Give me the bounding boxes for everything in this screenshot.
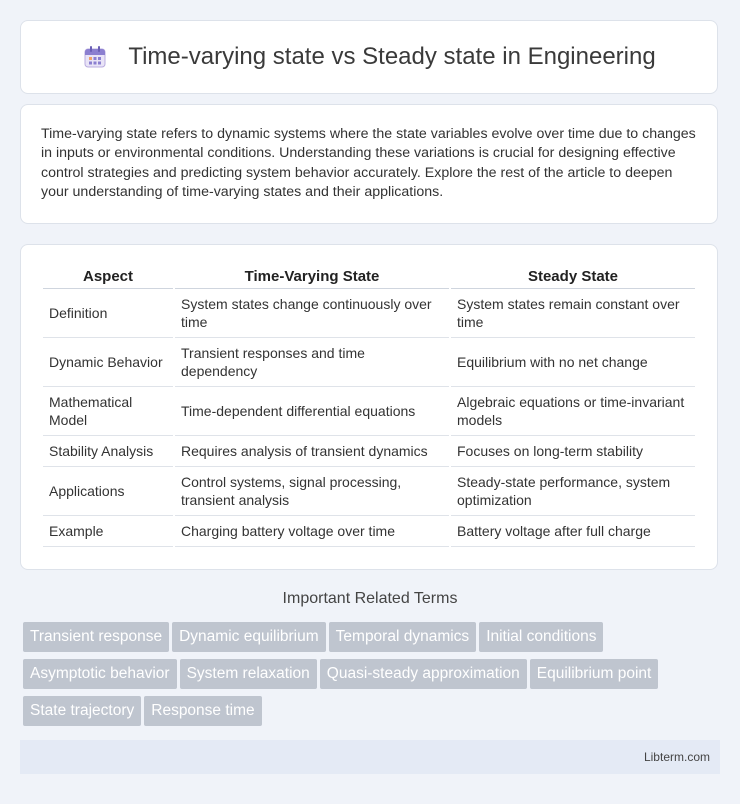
term-tag[interactable]: Transient response <box>23 622 169 652</box>
term-tag[interactable]: Quasi-steady approximation <box>320 659 527 689</box>
table-row <box>43 289 695 338</box>
cell-steady: Steady-state performance, system optimization <box>451 467 695 516</box>
table-row <box>43 338 695 387</box>
header-aspect: Aspect <box>43 265 173 289</box>
term-tag[interactable]: Equilibrium point <box>530 659 659 689</box>
table-row <box>43 467 695 516</box>
cell-aspect: Mathematical Model <box>43 387 173 436</box>
footer-brand[interactable]: Libterm.com <box>643 750 710 764</box>
cell-time-varying: Requires analysis of transient dynamics <box>175 436 449 467</box>
header-steady: Steady State <box>451 265 695 289</box>
cell-time-varying: Transient responses and time dependency <box>175 338 449 387</box>
cell-aspect: Dynamic Behavior <box>43 338 173 387</box>
page-title: Time-varying state vs Steady state in Engineering <box>128 43 656 70</box>
cell-aspect: Example <box>43 516 173 547</box>
cell-aspect: Applications <box>43 467 173 516</box>
term-tag[interactable]: System relaxation <box>180 659 317 689</box>
cell-steady: Equilibrium with no net change <box>451 338 695 387</box>
calendar-icon <box>82 44 108 70</box>
table-row <box>43 387 695 436</box>
related-terms-title: Important Related Terms <box>282 590 458 607</box>
cell-steady: System states remain constant over time <box>451 289 695 338</box>
related-terms <box>23 622 723 733</box>
term-tag[interactable]: Dynamic equilibrium <box>172 622 326 652</box>
term-tag[interactable]: Initial conditions <box>479 622 603 652</box>
footer <box>20 740 720 774</box>
cell-aspect: Definition <box>43 289 173 338</box>
term-tag[interactable]: Response time <box>144 696 261 726</box>
intro-card <box>20 104 718 224</box>
cell-steady: Focuses on long-term stability <box>451 436 695 467</box>
comparison-table-card <box>20 244 718 570</box>
cell-time-varying: Charging battery voltage over time <box>175 516 449 547</box>
table-row <box>43 516 695 547</box>
cell-aspect: Stability Analysis <box>43 436 173 467</box>
term-tag[interactable]: Asymptotic behavior <box>23 659 177 689</box>
header-card <box>20 20 718 94</box>
comparison-table <box>41 265 697 547</box>
header-time-varying: Time-Varying State <box>175 265 449 289</box>
cell-time-varying: System states change continuously over time <box>175 289 449 338</box>
term-tag[interactable]: Temporal dynamics <box>329 622 477 652</box>
cell-steady: Battery voltage after full charge <box>451 516 695 547</box>
intro-text: Time-varying state refers to dynamic systems where the state variables evolve over time due to changes in inputs or environmental conditions. Understanding these variations is crucial for designing effective control strategies and predicting system behavior accurately. Explore the rest of the article to deepen your understanding of time-varying states and their applications. <box>41 126 696 201</box>
cell-time-varying: Time-dependent differential equations <box>175 387 449 436</box>
cell-steady: Algebraic equations or time-invariant models <box>451 387 695 436</box>
cell-time-varying: Control systems, signal processing, transient analysis <box>175 467 449 516</box>
term-tag[interactable]: State trajectory <box>23 696 141 726</box>
table-row <box>43 436 695 467</box>
